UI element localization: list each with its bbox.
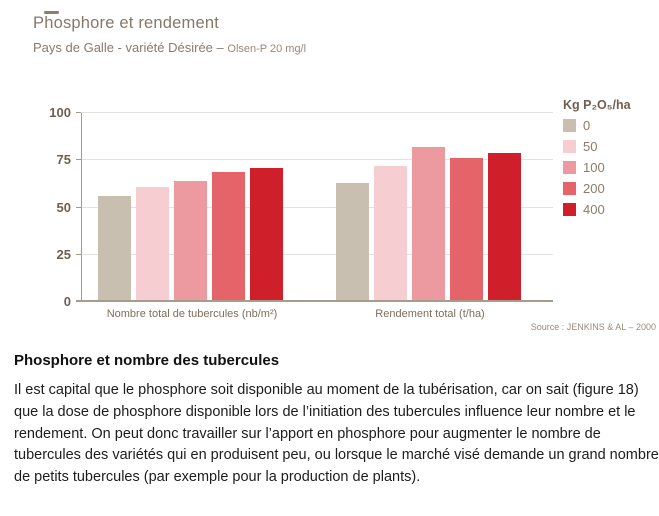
legend-label-0: 0 <box>583 118 591 133</box>
source-note: Source : JENKINS & AL – 2000 <box>530 322 656 332</box>
legend-label-400: 400 <box>583 202 605 217</box>
y-tick-label-75: 75 <box>56 152 71 168</box>
x-axis-baseline <box>76 300 553 302</box>
tick-mark-25 <box>76 254 81 255</box>
chart-subtitle <box>33 40 306 55</box>
legend-title: Kg P₂O₅/ha <box>563 98 631 112</box>
y-tick-label-50: 50 <box>56 199 71 215</box>
y-axis-labels <box>38 105 74 309</box>
y-axis-line <box>81 113 82 302</box>
legend-swatch-100 <box>563 161 576 174</box>
chart-subtitle-note: Olsen-P 20 mg/l <box>227 43 307 55</box>
bar-50kg-cat0 <box>136 187 169 302</box>
bar-200kg-cat1 <box>450 158 483 302</box>
legend-label-100: 100 <box>583 160 605 175</box>
bar-400kg-cat1 <box>488 153 521 302</box>
legend-swatch-400 <box>563 203 576 216</box>
legend-label-50: 50 <box>583 139 598 154</box>
bar-0kg-cat1 <box>336 183 369 302</box>
legend-item-100 <box>563 161 658 174</box>
tick-mark-100 <box>76 112 81 113</box>
category-label-tubercules: Nombre total de tubercules (nb/m²) <box>106 308 278 320</box>
bar-400kg-cat0 <box>250 168 283 302</box>
tick-mark-50 <box>76 207 81 208</box>
legend-item-0 <box>563 119 658 132</box>
legend-item-50 <box>563 140 658 153</box>
category-label-rendement: Rendement total (t/ha) <box>375 308 485 320</box>
legend-item-400 <box>563 203 658 216</box>
legend-swatch-200 <box>563 182 576 195</box>
plot-area <box>81 113 553 302</box>
y-tick-label-0: 0 <box>63 294 71 309</box>
chart-subtitle-main: Pays de Galle - variété Désirée – <box>33 40 224 55</box>
bar-0kg-cat0 <box>98 196 131 302</box>
chart-title: Phosphore et rendement <box>33 14 220 32</box>
tick-mark-75 <box>76 159 81 160</box>
bar-100kg-cat0 <box>174 181 207 302</box>
bar-group-0 <box>98 113 283 302</box>
legend-label-200: 200 <box>583 181 605 196</box>
y-tick-label-100: 100 <box>49 105 71 120</box>
y-tick-label-25: 25 <box>56 246 71 262</box>
legend-item-200 <box>563 182 658 195</box>
legend-swatch-50 <box>563 140 576 153</box>
body-paragraph: Il est capital que le phosphore soit disponible au moment de la tubérisation, car on sait (figure 18) que la dose de phosphore disponible lors de l’initiation des tubercules influence leur nombre et le rendement. On peut donc travailler sur l’apport en phosphore pour augmenter le nombre de tubercules des variétés qui en produisent peu, ou lorsque le marché visé demande un grand nombre de petits tubercules (par exemple pour la production de plants). <box>14 382 659 486</box>
legend-items <box>563 119 658 216</box>
legend-swatch-0 <box>563 119 576 132</box>
bar-100kg-cat1 <box>412 147 445 302</box>
bar-50kg-cat1 <box>374 166 407 302</box>
legend <box>563 98 658 224</box>
bar-200kg-cat0 <box>212 172 245 302</box>
bar-group-1 <box>336 113 521 302</box>
section-heading: Phosphore et nombre des tubercules <box>14 352 280 369</box>
